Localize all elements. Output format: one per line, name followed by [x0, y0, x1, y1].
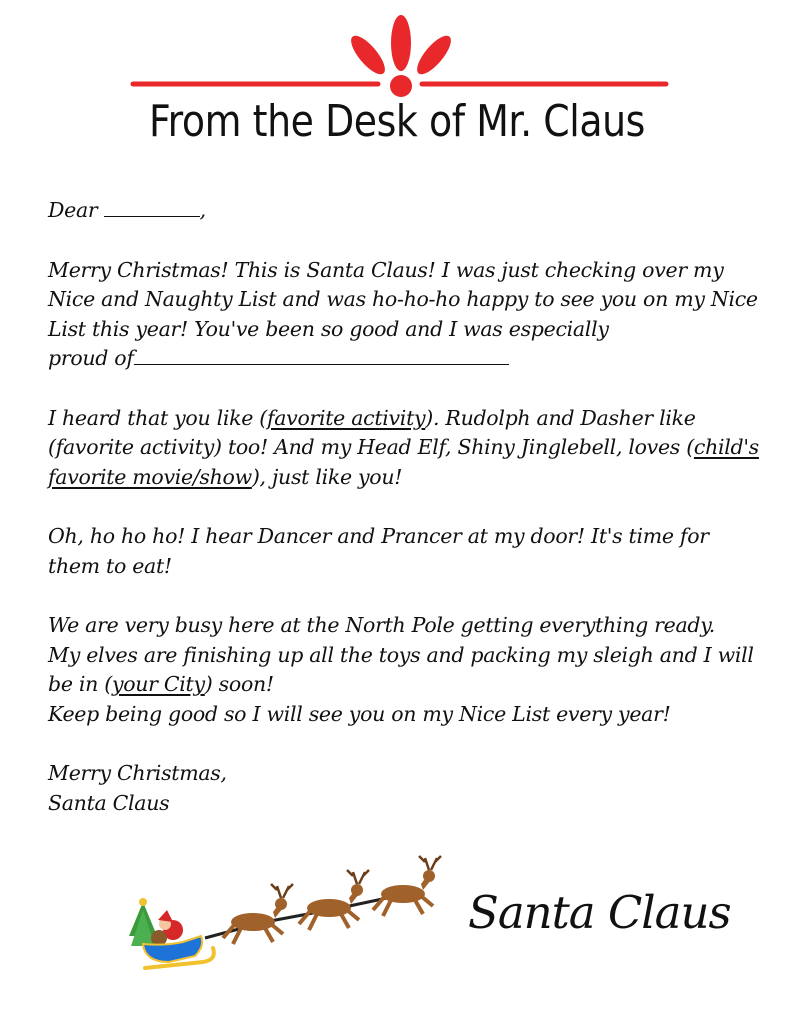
paragraph-4-line-4: Keep being good so I will see you on my Nice List every year! [48, 701, 671, 726]
paragraph-3-line-2: them to eat! [48, 553, 172, 578]
favorite-activity-placeholder: favorite activity [266, 405, 426, 430]
red-bow-icon [0, 0, 794, 110]
text-segment: ). Rudolph and Dasher like [425, 405, 696, 430]
paragraph-4-line-1: We are very busy here at the North Pole getting everything ready. [48, 613, 716, 637]
paragraph-4-line-2: My elves are finishing up all the toys and packing my sleigh and I will [48, 642, 754, 667]
your-city-placeholder: your City [111, 672, 205, 696]
letter-body [48, 196, 768, 818]
paragraph-1-line-2: Nice and Naughty List and was ho-ho-ho happy to see you on my Nice [48, 287, 758, 311]
text-segment: I heard that you like ( [48, 405, 267, 430]
paragraph-2-line-3 [48, 463, 768, 493]
paragraph-2-line-1 [48, 404, 768, 434]
text-segment: ), just like you! [251, 464, 403, 489]
greeting-comma: , [199, 198, 206, 222]
letterhead [0, 0, 794, 160]
proud-of-text: proud of [48, 346, 134, 370]
santa-signature: Santa Claus [468, 886, 731, 939]
text-segment: (favorite activity) too! And my Head Elf, Shiny Jinglebell, loves ( [48, 435, 694, 459]
closing-line: Merry Christmas, [48, 761, 227, 785]
greeting-line [48, 196, 768, 226]
proud-of-blank [134, 363, 509, 365]
paragraph-1-line-1: Merry Christmas! This is Santa Claus! I was just checking over my [48, 257, 724, 282]
paragraph-1-line-4 [48, 344, 768, 374]
santa-sleigh-reindeer-icon [125, 850, 445, 980]
paragraph-4-line-3 [48, 670, 768, 700]
page-title: From the Desk of Mr. Claus [149, 96, 645, 147]
greeting-text: Dear [48, 198, 98, 222]
favorite-movie-placeholder: favorite movie/show [48, 464, 252, 489]
text-segment: be in ( [48, 672, 112, 696]
text-segment: ) soon! [204, 672, 274, 696]
paragraph-3-line-1: Oh, ho ho ho! I hear Dancer and Prancer at my door! It's time for [48, 524, 709, 548]
childs-placeholder: child's [693, 435, 759, 459]
name-blank [104, 215, 200, 217]
paragraph-1-line-3: List this year! You've been so good and I was especially [48, 316, 609, 341]
paragraph-2-line-2 [48, 433, 768, 463]
closing-name: Santa Claus [48, 790, 170, 815]
